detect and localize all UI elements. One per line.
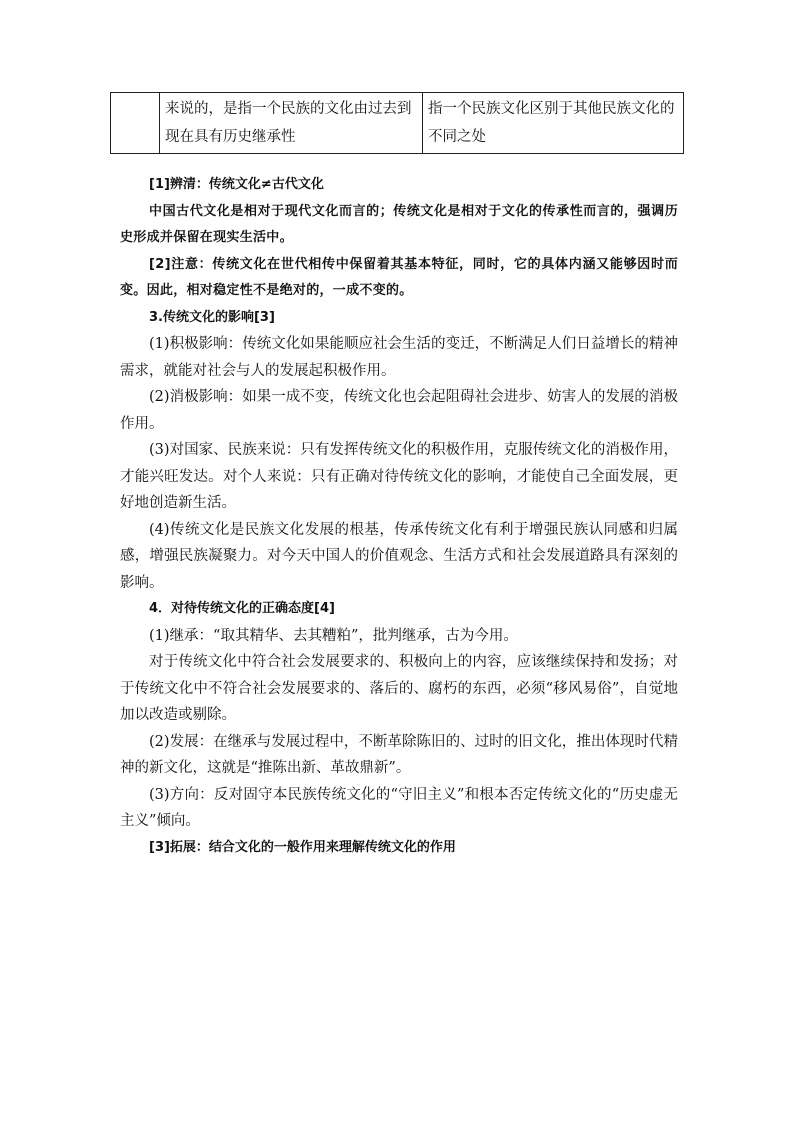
section-4-paragraph-3: (2)发展：在继承与发展过程中，不断革除陈旧的、过时的旧文化，推出体现时代精神的新文化，这就是“推陈出新、革故鼎新”。	[120, 733, 678, 776]
table-row	[111, 93, 684, 154]
table-cell-inheritance: 来说的，是指一个民族的文化由过去到现在具有历史继承性	[160, 93, 423, 154]
section-4-paragraph-2: 对于传统文化中符合社会发展要求的、积极向上的内容，应该继续保持和发扬；对于传统文化中不符合社会发展要求的、落后的、腐朽的东西，必须“移风易俗”，自觉地加以改造或剔除。	[120, 654, 678, 723]
section-3-paragraph-4: (4)传统文化是民族文化发展的根基，传承传统文化有利于增强民族认同感和归属感，增强民族凝聚力。对今天中国人的价值观念、生活方式和社会发展道路具有深刻的影响。	[120, 521, 678, 591]
section-3-paragraph-2: (2)消极影响：如果一成不变，传统文化也会起阻碍社会进步、妨害人的发展的消极作用。	[120, 389, 678, 432]
note-2-text: [2]注意：传统文化在世代相传中保留着其基本特征，同时，它的具体内涵又能够因时而变。因此，相对稳定性不是绝对的，一成不变的。	[120, 256, 678, 298]
note-3-text: [3]拓展：结合文化的一般作用来理解传统文化的作用	[149, 839, 456, 855]
note-1-label: [1]辨清：传统文化≠古代文化	[149, 177, 324, 192]
note-1-text: 中国古代文化是相对于现代文化而言的；传统文化是相对于文化的传承性而言的，强调历史形成并保留在现实生活中。	[120, 203, 678, 245]
section-4-paragraph-1: (1)继承：“取其精华、去其糟粕”，批判继承，古为今用。	[149, 627, 518, 644]
table-cell-empty	[111, 93, 160, 154]
section-3-paragraph-3: (3)对国家、民族来说：只有发挥传统文化的积极作用，克服传统文化的消极作用，才能兴旺发达。对个人来说：只有正确对待传统文化的影响，才能使自己全面发展，更好地创造新生活。	[120, 442, 678, 511]
section-4-heading: 4．对待传统文化的正确态度[4]	[149, 601, 335, 616]
comparison-table	[110, 92, 684, 154]
section-3-heading: 3.传统文化的影响[3]	[149, 309, 275, 325]
table-cell-distinctiveness: 指一个民族文化区别于其他民族文化的不同之处	[423, 93, 684, 154]
main-content	[120, 172, 678, 861]
section-4-paragraph-4: (3)方向：反对固守本民族传统文化的“守旧主义”和根本否定传统文化的“历史虚无主义”倾向。	[120, 786, 678, 829]
section-3-paragraph-1: (1)积极影响：传统文化如果能顺应社会生活的变迁，不断满足人们日益增长的精神需求，就能对社会与人的发展起积极作用。	[120, 336, 678, 379]
